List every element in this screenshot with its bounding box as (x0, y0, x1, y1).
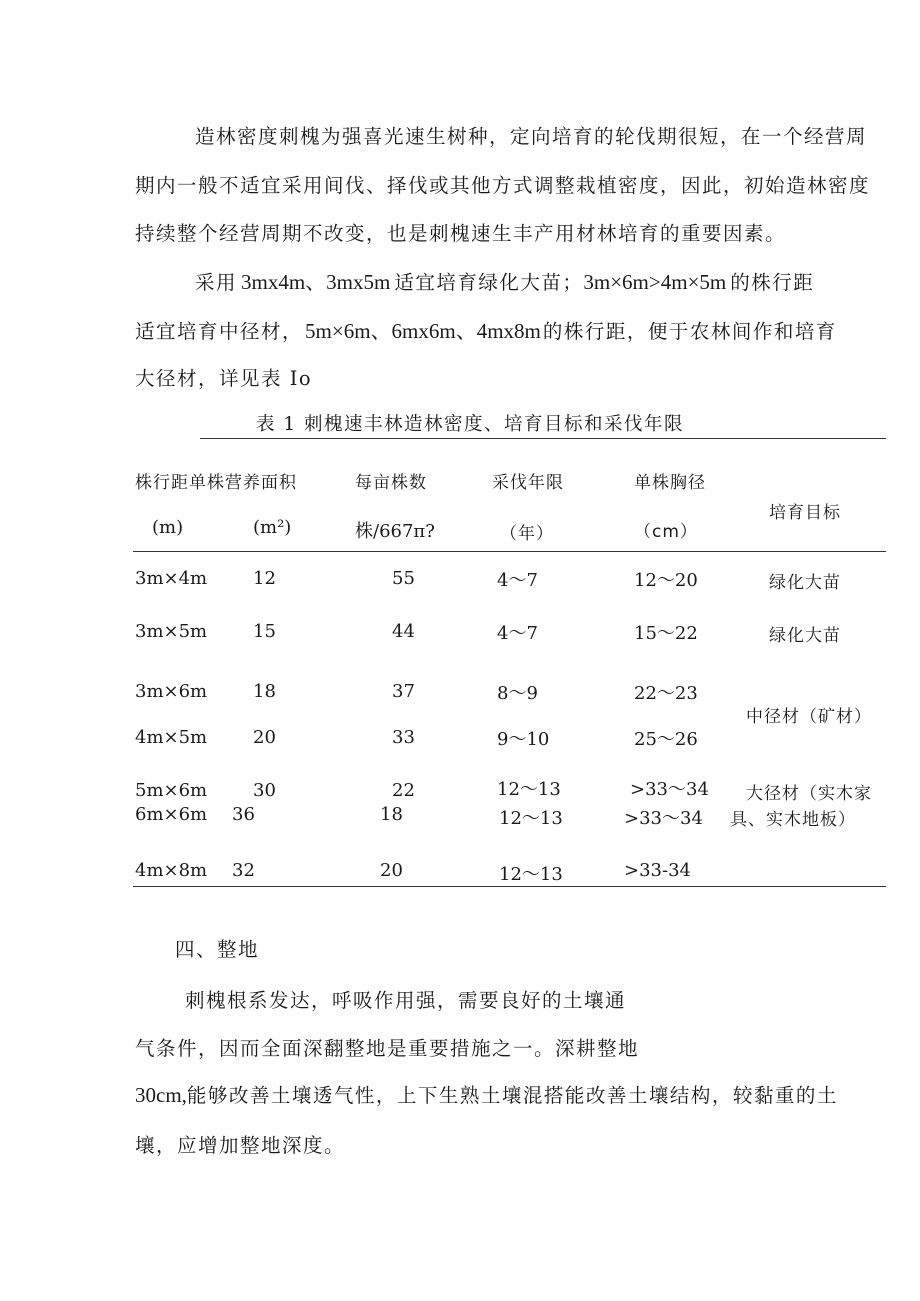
cell-area: 15 (253, 621, 276, 642)
text: 采用 (195, 271, 238, 294)
cell-spacing: 4m×8m (135, 860, 208, 881)
cell-years: 12～13 (499, 864, 563, 885)
paragraph-spacing-line-1 (195, 266, 814, 296)
cell-years: 4～7 (497, 570, 538, 591)
cell-spacing: 4m×5m (135, 727, 208, 748)
cell-count: 55 (392, 568, 415, 589)
spacing-values: 5m×6m、6mx6m、4mx8m (305, 319, 541, 343)
cell-spacing: 3m×5m (135, 621, 208, 642)
cell-dbh: 15～22 (634, 623, 698, 644)
table-row (0, 568, 920, 594)
cell-dbh: 25～26 (634, 729, 698, 750)
section-line-1: 刺槐根系发达，呼吸作用强，需要良好的土壤通 (185, 989, 627, 1012)
cell-years: 8～9 (497, 683, 538, 704)
cell-area: 32 (232, 860, 255, 881)
cell-years: 12～13 (499, 808, 563, 829)
table-row (0, 727, 920, 753)
cell-goal-medium: 中径材（矿材） (746, 707, 872, 727)
depth-value: 30cm, (135, 1083, 187, 1107)
cell-years: 4～7 (497, 623, 538, 644)
paragraph-density-line-2: 期内一般不适宜采用间伐、择伐或其他方式调整栽植密度，因此，初始造林密度 (135, 174, 871, 197)
text: 适宜培育绿化大苗； (394, 271, 584, 294)
cell-spacing: 5m×6m (135, 780, 208, 801)
cell-count: 22 (392, 780, 415, 801)
cell-dbh: >33～34 (624, 808, 703, 829)
cell-goal: 绿化大苗 (769, 626, 841, 646)
header-unit-m2: (m²) (253, 517, 292, 538)
section-line-4: 壤，应增加整地深度。 (135, 1134, 346, 1157)
section-line-3 (135, 1080, 838, 1108)
text: 的株行距，便于农林间作和培育 (542, 320, 837, 343)
header-harvest: 采伐年限 (492, 473, 564, 493)
table-row (0, 621, 920, 647)
table-bottom-rule (133, 886, 886, 887)
section-heading: 四、整地 (175, 938, 260, 961)
header-unit-mu: 株/667π? (355, 521, 435, 542)
cell-count: 44 (392, 621, 415, 642)
cell-area: 36 (232, 804, 255, 825)
text: 适宜培育中径材， (135, 320, 304, 343)
paragraph-density-line-3: 持续整个经营周期不改变，也是刺槐速生丰产用材林培育的重要因素。 (135, 222, 787, 245)
text: 的株行距 (730, 271, 815, 294)
cell-dbh: >33～34 (630, 779, 709, 800)
cell-count: 37 (392, 681, 415, 702)
cell-area: 12 (253, 568, 276, 589)
cell-count: 18 (380, 804, 403, 825)
cell-count: 33 (392, 727, 415, 748)
header-unit-m: (m) (152, 517, 184, 538)
cell-spacing: 3m×6m (135, 681, 208, 702)
spacing-values: 3m×6m>4m×5m (583, 270, 727, 294)
cell-spacing: 3m×4m (135, 568, 208, 589)
cell-area: 20 (253, 727, 276, 748)
cell-dbh: 22～23 (634, 683, 698, 704)
cell-years: 12～13 (497, 779, 561, 800)
table-caption: 表 1 刺槐速丰林造林密度、培育目标和采伐年限 (256, 414, 685, 435)
cell-dbh: >33-34 (624, 860, 691, 881)
cell-count: 20 (380, 860, 403, 881)
header-goal: 培育目标 (769, 503, 841, 523)
paragraph-density-line-1: 造林密度刺槐为强喜光速生树种，定向培育的轮伐期很短，在一个经营周 (195, 125, 868, 148)
cell-dbh: 12～20 (634, 570, 698, 591)
paragraph-spacing-line-2 (135, 315, 837, 345)
header-spacing-area: 株行距单株营养面积 (135, 473, 297, 493)
header-unit-year: （年） (500, 524, 554, 544)
cell-goal-large-1: 大径材（实木家 (746, 784, 872, 804)
spacing-values: 3mx4m、3mx5m (241, 270, 391, 294)
cell-years: 9～10 (497, 729, 550, 750)
paragraph-spacing-line-3: 大径材，详见表 Io (135, 367, 313, 390)
cell-spacing: 6m×6m (135, 804, 208, 825)
table-header-rule (133, 551, 886, 552)
text: 能够改善土壤透气性，上下生熟土壤混搭能改善土壤结构，较黏重的土 (186, 1084, 838, 1107)
header-per-mu: 每亩株数 (355, 473, 427, 493)
cell-goal-large-2: 具、实木地板） (730, 810, 856, 830)
header-dbh: 单株胸径 (634, 473, 706, 493)
table-top-rule (200, 438, 886, 439)
cell-goal: 绿化大苗 (769, 573, 841, 593)
table-row (0, 860, 920, 886)
cell-area: 18 (253, 681, 276, 702)
header-unit-cm: （cm） (634, 522, 698, 542)
section-line-2: 气条件，因而全面深翻整地是重要措施之一。深耕整地 (135, 1037, 640, 1060)
cell-area: 30 (253, 780, 276, 801)
